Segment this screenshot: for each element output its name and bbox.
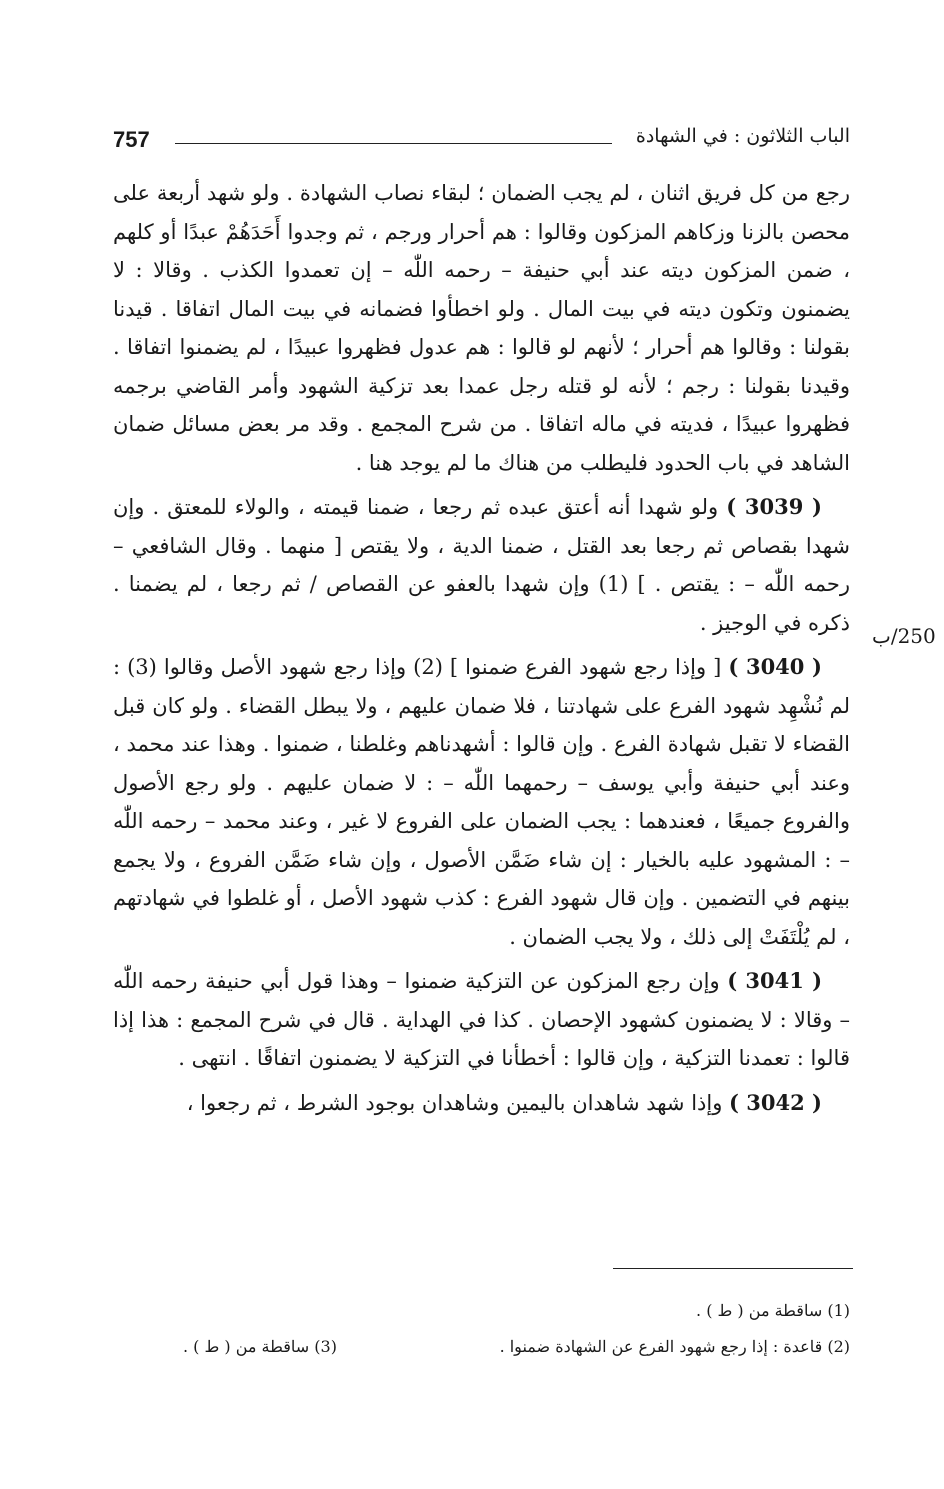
paragraph-text: ولو شهدا أنه أعتق عبده ثم رجعا ، ضمنا قيمته ، والولاء للمعتق . وإن شهدا بقصاص ثم رجعا بعد القتل ، ضمنا الدية ، ولا يقتص [ منهما . وقال الشافعي – رحمه اللّٰه – : يقتص . ] (1) وإن شهدا بالعفو عن القصاص / ثم رجعا ، لم يضمنا . ذكره في الوجيز .	[113, 495, 850, 635]
paragraph-3042	[113, 1084, 850, 1123]
footnote-2: (2) قاعدة : إذا رجع شهود الفرع عن الشهادة ضمنوا .	[499, 1337, 850, 1356]
page-header	[113, 123, 850, 163]
page-number: 757	[113, 127, 150, 152]
paragraph-3040	[113, 648, 850, 956]
footnotes	[113, 1293, 850, 1365]
footnote-1: (1) ساقطة من ( ط ) .	[696, 1301, 850, 1320]
footnote-rule	[613, 1268, 853, 1269]
margin-folio-note: 250/ب	[872, 624, 936, 648]
paragraph-3041	[113, 962, 850, 1078]
header-rule	[175, 143, 612, 144]
section-number: ( 3039 )	[726, 494, 822, 519]
section-number: ( 3040 )	[728, 654, 822, 679]
paragraph-continuation: رجع من كل فريق اثنان ، لم يجب الضمان ؛ لبقاء نصاب الشهادة . ولو شهد أربعة على محصن بالزنا وزكاهم المزكون وقالوا : هم أحرار ورجم ، ثم وجدوا أَحَدَهُمْ عبدًا أو كلهم ، ضمن المزكون ديته عند أبي حنيفة – رحمه اللّٰه – إن تعمدوا الكذب . وقالا : لا يضمنون وتكون ديته في بيت المال . ولو اخطأوا فضمانه في بيت المال اتفاقا . قيدنا بقولنا : وقالوا هم أحرار ؛ لأنهم لو قالوا : هم عدول فظهروا عبيدًا ، لم يضمنوا اتفاقا . وقيدنا بقولنا : رجم ؛ لأنه لو قتله رجل عمدا بعد تزكية الشهود وأمر القاضي برجمه فظهروا عبيدًا ، فديته في ماله اتفاقا . من شرح المجمع . وقد مر بعض مسائل ضمان الشاهد في باب الحدود فليطلب من هناك ما لم يوجد هنا .	[113, 181, 850, 475]
paragraph-text: [ وإذا رجع شهود الفرع ضمنوا ] (2) وإذا رجع شهود الأصل وقالوا (3) : لم نُشْهِد شهود الفرع على شهادتنا ، فلا ضمان عليهم ، ولا يبطل القضاء . ولو كان قبل القضاء لا تقبل شهادة الفرع . وإن قالوا : أشهدناهم وغلطنا ، ضمنوا . وهذا عند محمد ، وعند أبي حنيفة وأبي يوسف – رحمهما اللّٰه – : لا ضمان عليهم . ولو رجع الأصول والفروع جميعًا ، فعندهما : يجب الضمان على الفروع لا غير ، وعند محمد – رحمه اللّٰه – : المشهود عليه بالخيار : إن شاء ضَمَّن الأصول ، وإن شاء ضَمَّن الفروع ، ولا يجمع بينهم في التضمين . وإن قال شهود الفرع : كذب شهود الأصل ، أو غلطوا في شهادتهم ، لم يُلْتَفَتْ إلى ذلك ، ولا يجب الضمان .	[113, 655, 850, 949]
paragraph-text: وإذا شهد شاهدان باليمين وشاهدان بوجود الشرط ، ثم رجعوا ،	[186, 1090, 723, 1115]
paragraph-text: وإن رجع المزكون عن التزكية ضمنوا – وهذا قول أبي حنيفة رحمه اللّٰه – وقالا : لا يضمنون كشهود الإحصان . كذا في الهداية . قال في شرح المجمع : هذا إذا قالوا : تعمدنا التزكية ، وإن قالوا : أخطأنا في التزكية لا يضمنون اتفاقًا . انتهى .	[113, 969, 850, 1070]
footnote-3: (3) ساقطة من ( ط ) .	[183, 1337, 337, 1356]
section-number: ( 3042 )	[729, 1089, 822, 1115]
page-body	[113, 174, 850, 1122]
running-head: الباب الثلاثون : في الشهادة	[635, 125, 850, 147]
paragraph-3039	[113, 488, 850, 642]
section-number: ( 3041 )	[727, 968, 823, 993]
